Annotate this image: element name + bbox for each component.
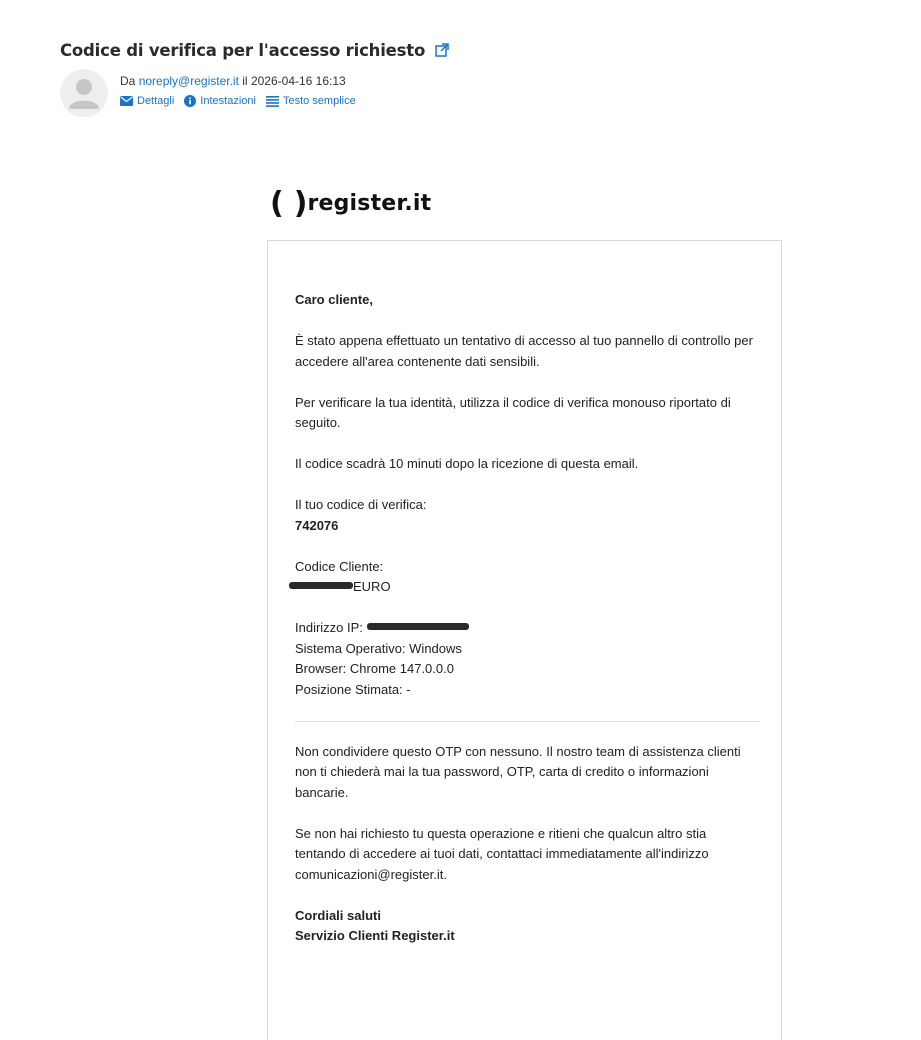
signature: Servizio Clienti Register.it bbox=[295, 928, 455, 943]
ip-redaction-bar bbox=[367, 623, 469, 630]
os-line: Sistema Operativo: Windows bbox=[295, 640, 462, 656]
client-code-block bbox=[295, 557, 760, 598]
position-line: Posizione Stimata: - bbox=[295, 681, 411, 697]
paragraph-otp-warning: Non condividere questo OTP con nessuno. Il nostro team di assistenza clienti non ti chiederà mai la tua password, OTP, carta di credito o informazioni bancarie. bbox=[295, 743, 741, 800]
lines-icon bbox=[266, 96, 279, 107]
code-label: Il tuo codice di verifica: bbox=[295, 497, 427, 512]
details-label: Dettagli bbox=[137, 95, 175, 107]
session-info-block bbox=[295, 618, 760, 700]
email-subject-text: Codice di verifica per l'accesso richiesto bbox=[60, 41, 426, 60]
email-body bbox=[295, 290, 760, 967]
paragraph-access-attempt: È stato appena effettuato un tentativo di accesso al tuo pannello di controllo per accedere all'area contenente dati sensibili. bbox=[295, 333, 753, 369]
paragraph-contact: Se non hai richiesto tu questa operazione e ritieni che qualcun altro stia tentando di accedere ai tuoi dati, contattaci immediatamente all'indirizzo comunicazioni@register.it. bbox=[295, 825, 709, 882]
headers-button[interactable] bbox=[184, 95, 256, 107]
open-external-icon[interactable] bbox=[435, 42, 449, 61]
redaction-bar bbox=[289, 582, 353, 589]
plain-text-button[interactable] bbox=[266, 95, 356, 107]
plain-text-label: Testo semplice bbox=[282, 95, 356, 107]
register-logo bbox=[270, 186, 431, 221]
logo-paren-close: ) bbox=[293, 186, 308, 221]
paragraph-expiry: Il codice scadrà 10 minuti dopo la ricezione di questa email. bbox=[295, 456, 639, 471]
person-icon bbox=[60, 69, 108, 117]
sign-off: Cordiali saluti bbox=[295, 907, 381, 923]
email-actions bbox=[120, 95, 356, 107]
envelope-icon bbox=[120, 96, 133, 106]
client-code-suffix: EURO bbox=[353, 579, 391, 594]
sender-avatar bbox=[60, 69, 108, 117]
email-date: 2026-04-16 16:13 bbox=[250, 74, 346, 88]
info-icon bbox=[184, 95, 196, 107]
sender-link[interactable]: noreply@register.it bbox=[138, 74, 239, 88]
signature-block bbox=[295, 906, 760, 947]
verification-code: 742076 bbox=[295, 517, 339, 533]
headers-label: Intestazioni bbox=[200, 95, 256, 107]
date-prefix: il bbox=[242, 74, 248, 88]
email-meta bbox=[120, 74, 346, 88]
from-prefix: Da bbox=[120, 74, 136, 88]
details-button[interactable] bbox=[120, 95, 174, 107]
verification-code-block bbox=[295, 495, 760, 536]
client-code-value bbox=[289, 579, 391, 594]
client-code-label: Codice Cliente: bbox=[295, 558, 384, 574]
ip-label: Indirizzo IP: bbox=[295, 620, 363, 635]
logo-paren-open: ( bbox=[270, 186, 284, 221]
logo-text: register.it bbox=[307, 191, 432, 216]
divider bbox=[295, 721, 760, 722]
email-subject bbox=[60, 41, 449, 61]
browser-line: Browser: Chrome 147.0.0.0 bbox=[295, 661, 454, 676]
paragraph-verify-identity: Per verificare la tua identità, utilizza il codice di verifica monouso riportato di seguito. bbox=[295, 394, 731, 430]
greeting: Caro cliente, bbox=[295, 292, 374, 307]
